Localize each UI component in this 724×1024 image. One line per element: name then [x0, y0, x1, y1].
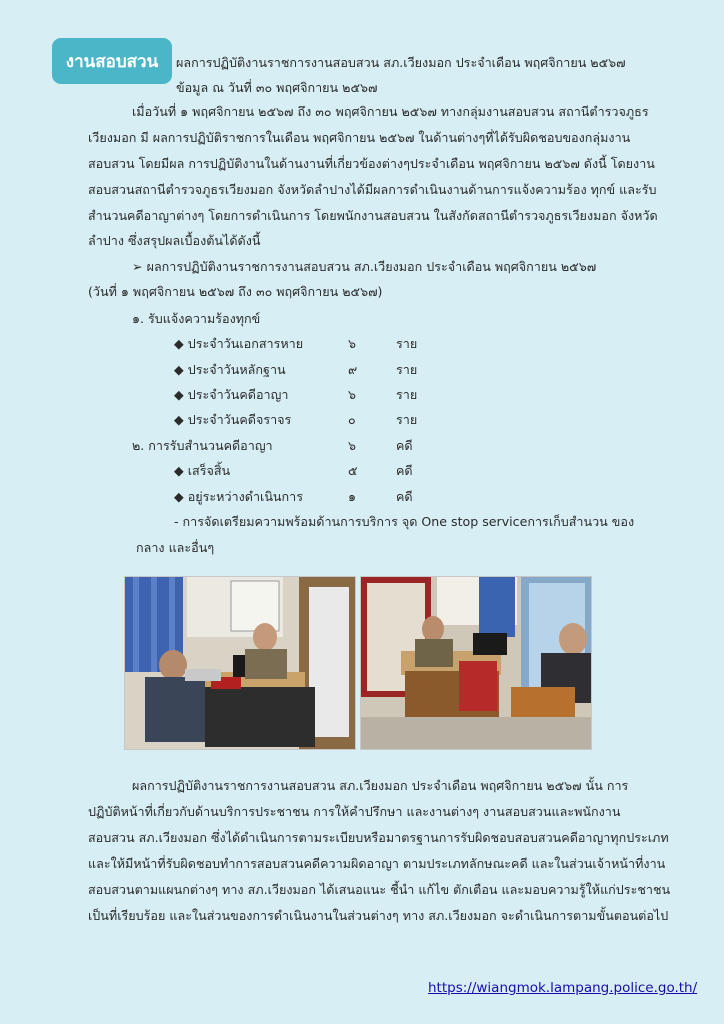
report-title: ผลการปฏิบัติงานราชการงานสอบสวน สภ.เวียงมอก ประจำเดือน พฤศจิกายน ๒๕๖๗ [176, 55, 626, 70]
section-badge: งานสอบสวน [52, 38, 172, 84]
bullet-icon: ◆ [174, 336, 188, 351]
item-value: ๐ [348, 412, 356, 427]
item-unit: คดี [396, 463, 413, 478]
office-photo-right [360, 576, 592, 750]
list-item: ◆ ประจำวันคดีอาญา [174, 387, 289, 402]
item-unit: คดี [396, 438, 413, 453]
bullet-icon: ◆ [174, 412, 188, 427]
summary-heading: ➢ ผลการปฏิบัติงานราชการงานสอบสวน สภ.เวียงมอก ประจำเดือน พฤศจิกายน ๒๕๖๗ [132, 259, 597, 274]
list-item: ◆ ประจำวันคดีจราจร [174, 412, 292, 427]
report-date: ข้อมูล ณ วันที่ ๓๐ พฤศจิกายน ๒๕๖๗ [176, 80, 378, 95]
item-unit: ราย [396, 387, 418, 402]
section-cases-title: ๒. การรับสำนวนคดีอาญา [132, 438, 273, 453]
intro-line: สอบสวนสถานีตำรวจภูธรเวียงมอก จังหวัดลำปางได้มีผลการดำเนินงานด้านการแจ้งความร้อง ทุกข์ และรับ [88, 182, 657, 197]
intro-line: ลำปาง ซึ่งสรุปผลเบื้องต้นได้ดังนี้ [88, 233, 261, 248]
conclusion-line: สอบสวนตามแผนกต่างๆ ทาง สภ.เวียงมอก ได้เสนอแนะ ชี้นำ แก้ไข ตักเตือน และมอบความรู้ให้แก่ประชาชน [88, 882, 671, 897]
conclusion-line: ผลการปฏิบัติงานราชการงานสอบสวน สภ.เวียงมอก ประจำเดือน พฤศจิกายน ๒๕๖๗ นั้น การ [132, 778, 629, 793]
conclusion-line: ปฏิบัติหน้าที่เกี่ยวกับด้านบริการประชาชน การให้คำปรึกษา และงานต่างๆ งานสอบสวนและพนักงาน [88, 804, 621, 819]
intro-line: สำนวนคดีอาญาต่างๆ โดยการดำเนินการ โดยพนักงานสอบสวน ในสังกัดสถานีตำรวจภูธรเวียงมอก จังหวัด [88, 208, 658, 223]
website-link[interactable]: https://wiangmok.lampang.police.go.th/ [428, 980, 698, 996]
bullet-icon: ◆ [174, 489, 188, 504]
office-photo-left [124, 576, 356, 750]
list-item: ◆ เสร็จสิ้น [174, 463, 231, 478]
item-unit: ราย [396, 336, 418, 351]
conclusion-line: และให้มีหน้าที่รับผิดชอบทำการสอบสวนคดีความผิดอาญา ตามประเภทลักษณะคดี และในส่วนเจ้าหน้าที่งาน [88, 856, 666, 871]
conclusion-line: เป็นที่เรียบร้อย และในส่วนของการดำเนินงานในส่วนต่างๆ ทาง สภ.เวียงมอก จะดำเนินการตามขั้นตอนต่อไป [88, 908, 669, 923]
item-value: ๙ [348, 362, 358, 377]
item-value: ๕ [348, 463, 358, 478]
item-value: ๑ [348, 489, 356, 504]
service-note: - การจัดเตรียมความพร้อมด้านการบริการ จุด One stop serviceการเก็บสำนวน ของ [174, 514, 635, 529]
intro-line: สอบสวน โดยมีผล การปฏิบัติงานในด้านงานที่เกี่ยวข้องต่างๆประจำเดือน พฤศจิกายน ๒๕๖๗ ดังนี้ โดยงาน [88, 156, 655, 171]
item-value: ๖ [348, 387, 356, 402]
section-complaints-title: ๑. รับแจ้งความร้องทุกข์ [132, 311, 261, 326]
item-unit: คดี [396, 489, 413, 504]
intro-line: เมื่อวันที่ ๑ พฤศจิกายน ๒๕๖๗ ถึง ๓๐ พฤศจิกายน ๒๕๖๗ ทางกลุ่มงานสอบสวน สถานีตำรวจภูธร [132, 104, 649, 119]
arrow-bullet-icon: ➢ [132, 259, 147, 274]
item-unit: ราย [396, 362, 418, 377]
list-item: ◆ ประจำวันหลักฐาน [174, 362, 286, 377]
item-value: ๖ [348, 438, 356, 453]
intro-line: เวียงมอก มี ผลการปฏิบัติราชการในเดือน พฤศจิกายน ๒๕๖๗ ในด้านต่างๆที่ได้รับผิดชอบของกลุ่มงาน [88, 130, 631, 145]
list-item: ◆ ประจำวันเอกสารหาย [174, 336, 304, 351]
bullet-icon: ◆ [174, 463, 188, 478]
service-note: กลาง และอื่นๆ [136, 540, 215, 555]
list-item: ◆ อยู่ระหว่างดำเนินการ [174, 489, 304, 504]
bullet-icon: ◆ [174, 362, 188, 377]
item-value: ๖ [348, 336, 356, 351]
conclusion-line: สอบสวน สภ.เวียงมอก ซึ่งได้ดำเนินการตามระเบียบหรือมาตรฐานการรับผิดชอบสอบสวนคดีอาญาทุกประเภท [88, 830, 669, 845]
item-unit: ราย [396, 412, 418, 427]
bullet-icon: ◆ [174, 387, 188, 402]
summary-period: (วันที่ ๑ พฤศจิกายน ๒๕๖๗ ถึง ๓๐ พฤศจิกายน ๒๕๖๗) [88, 284, 383, 299]
